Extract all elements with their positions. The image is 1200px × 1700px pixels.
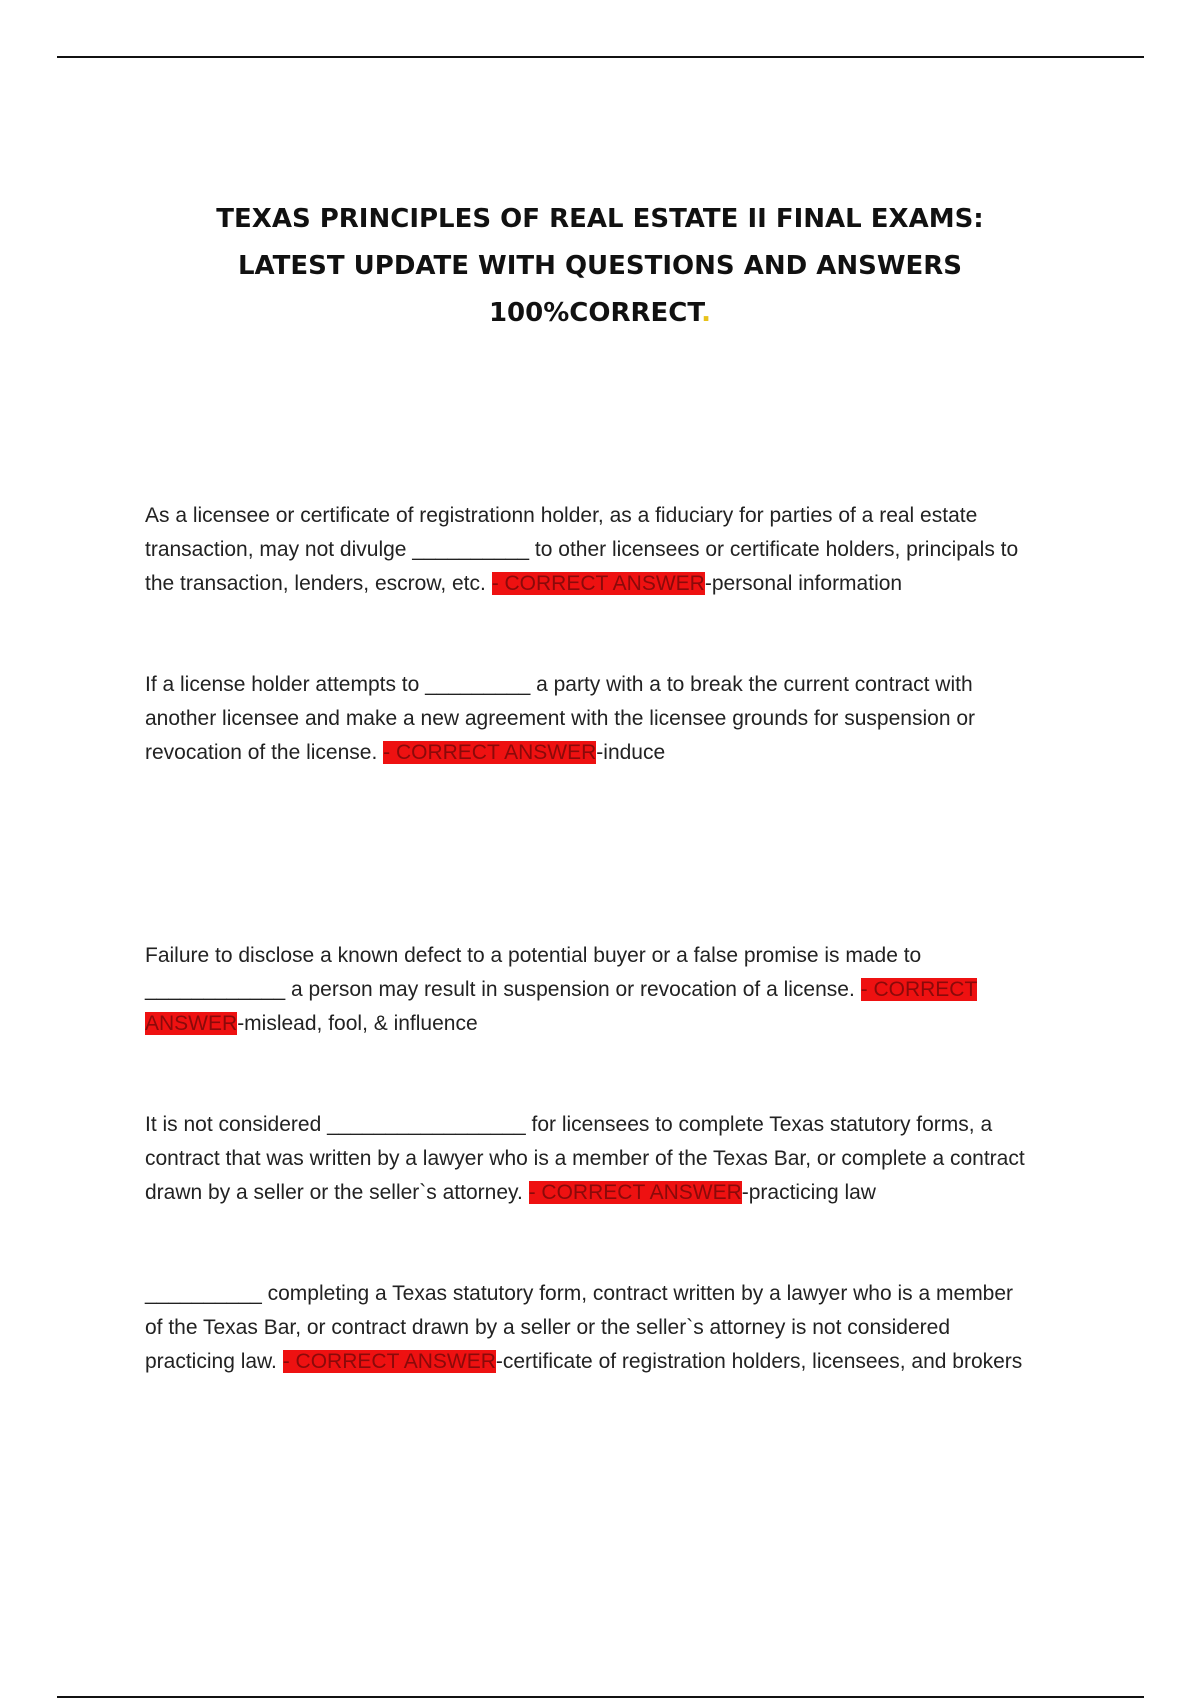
question-4-text: drawn by a seller or the seller`s attorney. <box>145 1181 529 1204</box>
question-5-line-3 <box>145 1345 1085 1379</box>
correct-answer-marker: - CORRECT ANSWER <box>383 741 597 764</box>
question-block-5 <box>145 1277 1085 1379</box>
title-line-2: LATEST UPDATE WITH QUESTIONS AND ANSWERS <box>237 251 963 281</box>
question-2-line-2: another licensee and make a new agreement with the licensee grounds for suspension or <box>145 707 976 730</box>
answer-text: -personal information <box>704 572 903 595</box>
question-5-text: practicing law. <box>145 1350 283 1373</box>
question-4-line-1: It is not considered _________________ for licensees to complete Texas statutory forms, a <box>145 1113 993 1136</box>
question-5-line-2: of the Texas Bar, or contract drawn by a seller or the seller`s attorney is not considered <box>145 1316 951 1339</box>
question-2-text: revocation of the license. <box>145 741 384 764</box>
title-trailing-mark: . <box>701 298 712 328</box>
answer-text: -practicing law <box>741 1181 876 1204</box>
question-block-1 <box>145 499 1085 601</box>
title-line-3-text: 100%CORRECT <box>488 298 702 328</box>
question-4-line-3 <box>145 1176 1085 1210</box>
question-5-line-1: __________ completing a Texas statutory form, contract written by a lawyer who is a member <box>145 1282 1014 1305</box>
answer-text: -certificate of registration holders, licensees, and brokers <box>495 1350 1023 1373</box>
bottom-rule <box>57 1696 1144 1698</box>
question-3-line-2 <box>145 973 1085 1007</box>
answer-text: -induce <box>596 741 666 764</box>
question-block-2 <box>145 668 1085 770</box>
question-1-line-3 <box>145 567 1085 601</box>
question-2-line-1: If a license holder attempts to _________ a party with a to break the current contract with <box>145 673 973 696</box>
question-block-3 <box>145 939 1085 1041</box>
question-1-text: the transaction, lenders, escrow, etc. <box>145 572 492 595</box>
question-2-line-3 <box>145 736 1085 770</box>
question-3-text: ____________ a person may result in suspension or revocation of a license. <box>145 978 861 1001</box>
correct-answer-marker-part-2: ANSWER <box>145 1012 238 1035</box>
correct-answer-marker: - CORRECT ANSWER <box>282 1350 496 1373</box>
top-rule <box>57 56 1144 58</box>
correct-answer-marker: - CORRECT ANSWER <box>491 572 705 595</box>
question-block-4 <box>145 1108 1085 1210</box>
question-1-line-2: transaction, may not divulge __________ to other licensees or certificate holders, principals to <box>145 538 1019 561</box>
correct-answer-marker: - CORRECT ANSWER <box>528 1181 742 1204</box>
correct-answer-marker-part-1: - CORRECT <box>860 978 978 1001</box>
title-line-1: TEXAS PRINCIPLES OF REAL ESTATE II FINAL EXAMS: <box>216 204 984 234</box>
answer-text: -mislead, fool, & influence <box>237 1012 478 1035</box>
question-1-line-1: As a licensee or certificate of registrationn holder, as a fiduciary for parties of a real estate <box>145 504 978 527</box>
question-3-line-3 <box>145 1007 1085 1041</box>
document-title <box>120 196 1080 337</box>
title-line-3 <box>120 290 1080 337</box>
question-4-line-2: contract that was written by a lawyer who is a member of the Texas Bar, or complete a contract <box>145 1147 1025 1170</box>
question-3-line-1: Failure to disclose a known defect to a potential buyer or a false promise is made to <box>145 944 922 967</box>
